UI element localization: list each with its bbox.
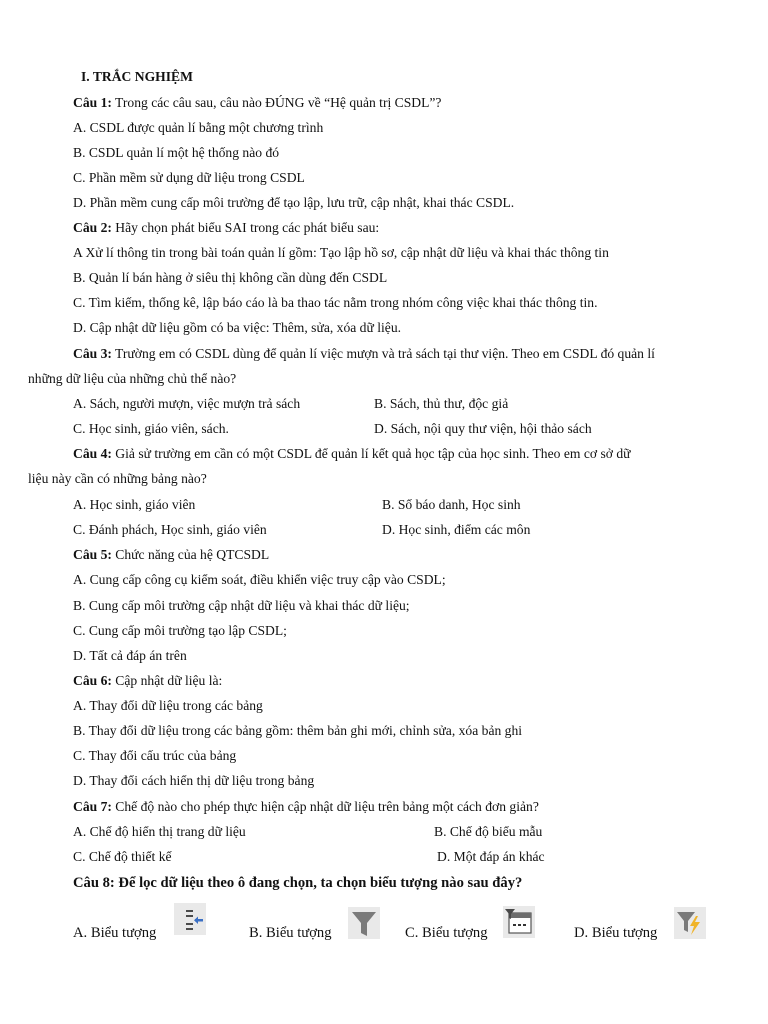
q1-option-a: A. CSDL được quản lí bằng một chương trình	[73, 120, 324, 135]
question-3: Câu 3: Trường em có CSDL dùng để quản lí việc mượn và trả sách tại thư viện. Theo em CSDL đó quản lí	[73, 346, 655, 361]
q7-option-b: B. Chế độ biểu mẫu	[434, 824, 543, 839]
question-label: Câu 6:	[73, 673, 112, 688]
q8-option-a: A. Biểu tượng	[73, 925, 157, 941]
section-heading: I. TRẮC NGHIỆM	[81, 69, 193, 84]
q2-option-b: B. Quản lí bán hàng ở siêu thị không cần dùng đến CSDL	[73, 270, 388, 285]
q5-option-b: B. Cung cấp môi trường cập nhật dữ liệu và khai thác dữ liệu;	[73, 598, 410, 613]
question-4-cont: liệu này cần có những bảng nào?	[28, 471, 207, 486]
question-5: Câu 5: Chức năng của hệ QTCSDL	[73, 547, 270, 562]
q7-option-d: D. Một đáp án khác	[437, 849, 545, 864]
question-2: Câu 2: Hãy chọn phát biểu SAI trong các phát biểu sau:	[73, 220, 380, 235]
question-label: Câu 2:	[73, 220, 112, 235]
q5-option-a: A. Cung cấp công cụ kiểm soát, điều khiển việc truy cập vào CSDL;	[73, 572, 446, 587]
q3-option-b: B. Sách, thủ thư, độc giả	[374, 396, 509, 411]
question-1: Câu 1: Trong các câu sau, câu nào ĐÚNG về “Hệ quản trị CSDL”?	[73, 95, 442, 110]
q4-option-d: D. Học sinh, điểm các môn	[382, 522, 531, 537]
question-label: Câu 1:	[73, 95, 112, 110]
q2-option-d: D. Cập nhật dữ liệu gồm có ba việc: Thêm, sửa, xóa dữ liệu.	[73, 320, 402, 335]
question-4: Câu 4: Giả sử trường em cần có một CSDL để quản lí kết quả học tập của học sinh. Theo em cơ sở dữ	[73, 446, 631, 461]
question-label: Câu 3:	[73, 346, 112, 361]
q2-option-c: C. Tìm kiếm, thống kê, lập báo cáo là ba thao tác nằm trong nhóm công việc khai thác thông tin.	[73, 295, 598, 310]
q5-option-d: D. Tất cả đáp án trên	[73, 648, 187, 663]
q1-option-b: B. CSDL quản lí một hệ thống nào đó	[73, 145, 280, 160]
datasheet-view-icon	[503, 906, 535, 938]
q8-option-d: D. Biểu tượng	[574, 925, 658, 941]
q7-option-a: A. Chế độ hiển thị trang dữ liệu	[73, 824, 246, 839]
question-8: Câu 8: Để lọc dữ liệu theo ô đang chọn, ta chọn biểu tượng nào sau đây?	[73, 875, 523, 891]
q6-option-a: A. Thay đổi dữ liệu trong các bảng	[73, 698, 263, 713]
q7-option-c: C. Chế độ thiết kế	[73, 849, 172, 864]
q6-option-d: D. Thay đổi cách hiển thị dữ liệu trong bảng	[73, 773, 315, 788]
q3-option-c: C. Học sinh, giáo viên, sách.	[73, 421, 229, 436]
question-7: Câu 7: Chế độ nào cho phép thực hiện cập nhật dữ liệu trên bảng một cách đơn giản?	[73, 799, 539, 814]
question-3-cont: những dữ liệu của những chủ thể nào?	[28, 371, 237, 386]
q3-option-d: D. Sách, nội quy thư viện, hội thảo sách	[374, 421, 592, 436]
q1-option-d: D. Phần mềm cung cấp môi trường để tạo lập, lưu trữ, cập nhật, khai thác CSDL.	[73, 195, 515, 210]
question-6: Câu 6: Cập nhật dữ liệu là:	[73, 673, 223, 688]
q2-option-a: A Xử lí thông tin trong bài toán quản lí gồm: Tạo lập hồ sơ, cập nhật dữ liệu và khai thác thông tin	[73, 245, 609, 260]
question-label: Câu 5:	[73, 547, 112, 562]
q4-option-c: C. Đánh phách, Học sinh, giáo viên	[73, 522, 267, 537]
q4-option-b: B. Số báo danh, Học sinh	[382, 497, 521, 512]
q5-option-c: C. Cung cấp môi trường tạo lập CSDL;	[73, 623, 287, 638]
q6-option-c: C. Thay đổi cấu trúc của bảng	[73, 748, 237, 763]
question-label: Câu 7:	[73, 799, 112, 814]
indent-list-icon	[174, 903, 206, 935]
q1-option-c: C. Phần mềm sử dụng dữ liệu trong CSDL	[73, 170, 305, 185]
question-label: Câu 8:	[73, 875, 115, 891]
q8-option-b: B. Biểu tượng	[249, 925, 332, 941]
filter-icon	[348, 907, 380, 939]
q6-option-b: B. Thay đổi dữ liệu trong các bảng gồm: thêm bản ghi mới, chỉnh sửa, xóa bản ghi	[73, 723, 523, 738]
q8-option-c: C. Biểu tượng	[405, 925, 488, 941]
q3-option-a: A. Sách, người mượn, việc mượn trả sách	[73, 396, 301, 411]
q4-option-a: A. Học sinh, giáo viên	[73, 497, 196, 512]
question-label: Câu 4:	[73, 446, 112, 461]
filter-lightning-icon	[674, 907, 706, 939]
